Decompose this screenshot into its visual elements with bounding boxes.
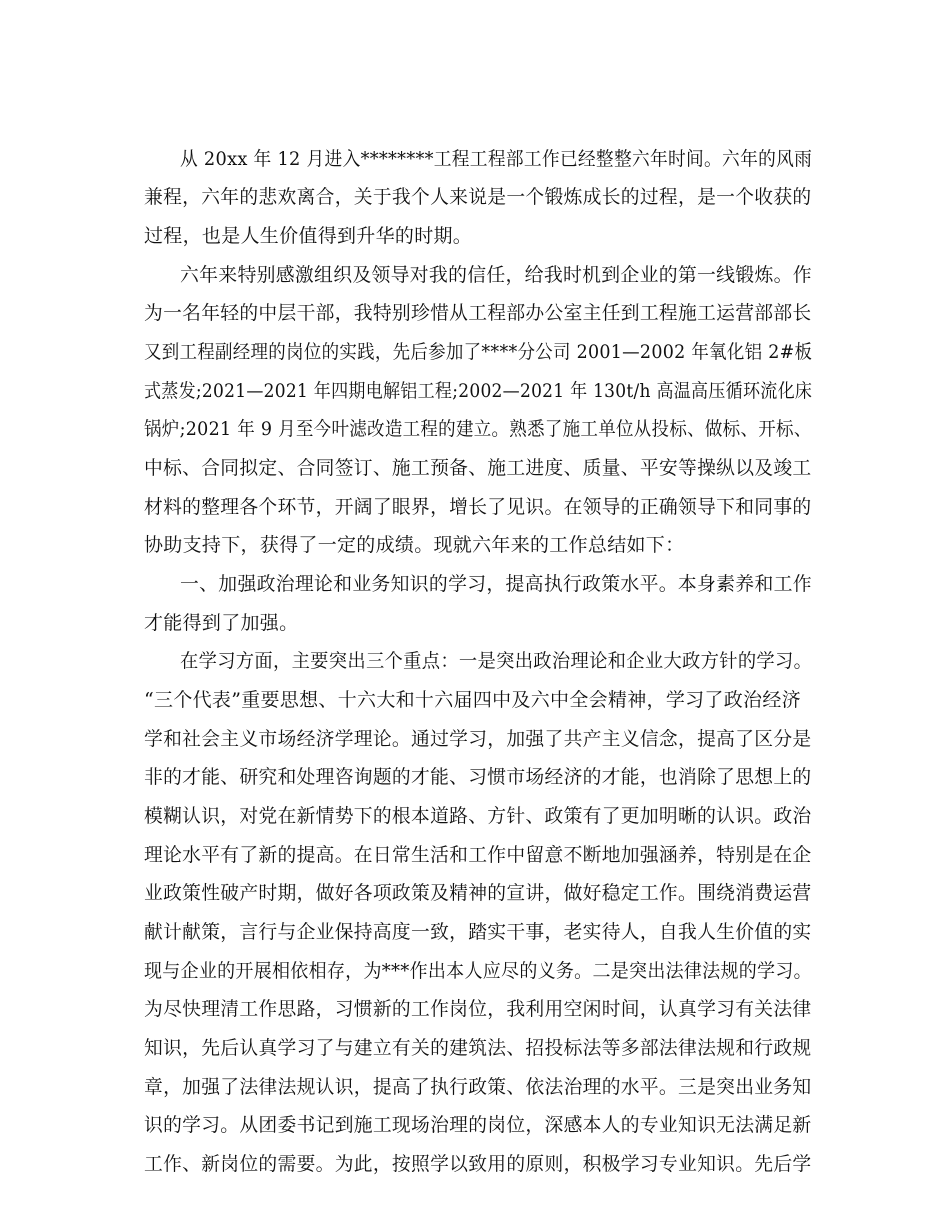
text-line: 理论水平有了新的提高。在日常生活和工作中留意不断地加强涵养，特别是在企 bbox=[144, 844, 812, 866]
text-line: 六年来特别感激组织及领导对我的信任，给我时机到企业的第一线锻炼。作 bbox=[180, 264, 812, 286]
text-line: 学和社会主义市场经济学理论。通过学习，加强了共产主义信念，提高了区分是 bbox=[144, 728, 812, 750]
text-line: 章，加强了法律法规认识，提高了执行政策、依法治理的水平。三是突出业务知 bbox=[144, 1076, 812, 1098]
text-line: 非的才能、研究和处理咨询题的才能、习惯市场经济的才能，也消除了思想上的 bbox=[144, 766, 812, 788]
text-line: 模糊认识，对党在新情势下的根本道路、方针、政策有了更加明晰的认识。政治 bbox=[144, 805, 812, 827]
text-line: 从 20xx 年 12 月进入********工程工程部工作已经整整六年时间。六年的风雨 bbox=[180, 148, 813, 170]
text-line: 为一名年轻的中层干部，我特别珍惜从工程部办公室主任到工程施工运营部部长 bbox=[144, 302, 812, 324]
text-line: 材料的整理各个环节，开阔了眼界，增长了见识。在领导的正确领导下和同事的 bbox=[144, 496, 812, 518]
text-line: 兼程，六年的悲欢离合，关于我个人来说是一个锻炼成长的过程，是一个收获的 bbox=[144, 186, 812, 208]
text-line: 锅炉;2021 年 9 月至今叶滤改造工程的建立。熟悉了施工单位从投标、做标、开标、 bbox=[144, 418, 812, 440]
text-line: 知识，先后认真学习了与建立有关的建筑法、招投标法等多部法律法规和行政规 bbox=[144, 1037, 812, 1059]
text-line: 业政策性破产时期，做好各项政策及精神的宣讲，做好稳定工作。围绕消费运营 bbox=[144, 882, 812, 904]
text-line: 识的学习。从团委书记到施工现场治理的岗位，深感本人的专业知识无法满足新 bbox=[144, 1114, 812, 1136]
text-line: 过程，也是人生价值得到升华的时期。 bbox=[144, 225, 473, 247]
text-line: 献计献策，言行与企业保持高度一致，踏实干事，老实待人，自我人生价值的实 bbox=[144, 921, 812, 943]
text-line: “三个代表”重要思想、十六大和十六届四中及六中全会精神，学习了政治经济 bbox=[144, 689, 801, 711]
text-line: 协助支持下，获得了一定的成绩。现就六年来的工作总结如下： bbox=[144, 534, 685, 556]
text-line: 中标、合同拟定、合同签订、施工预备、施工进度、质量、平安等操纵以及竣工 bbox=[144, 457, 812, 479]
section-heading: 才能得到了加强。 bbox=[144, 612, 299, 634]
text-line: 在学习方面，主要突出三个重点：一是突出政治理论和企业大政方针的学习。 bbox=[180, 650, 813, 672]
text-line: 工作、新岗位的需要。为此，按照学以致用的原则，积极学习专业知识。先后学 bbox=[144, 1153, 812, 1175]
text-line: 现与企业的开展相依相存，为***作出本人应尽的义务。二是突出法律法规的学习。 bbox=[144, 960, 812, 982]
text-line: 式蒸发;2021—2021 年四期电解铝工程;2002—2021 年 130t/h 高温高压循环流化床 bbox=[144, 380, 813, 402]
text-line: 为尽快理清工作思路，习惯新的工作岗位，我利用空闲时间，认真学习有关法律 bbox=[144, 998, 812, 1020]
text-line: 又到工程副经理的岗位的实践，先后参加了****分公司 2001—2002 年氧化铝 2#板 bbox=[144, 341, 813, 363]
section-heading: 一、加强政治理论和业务知识的学习，提高执行政策水平。本身素养和工作 bbox=[180, 573, 812, 595]
